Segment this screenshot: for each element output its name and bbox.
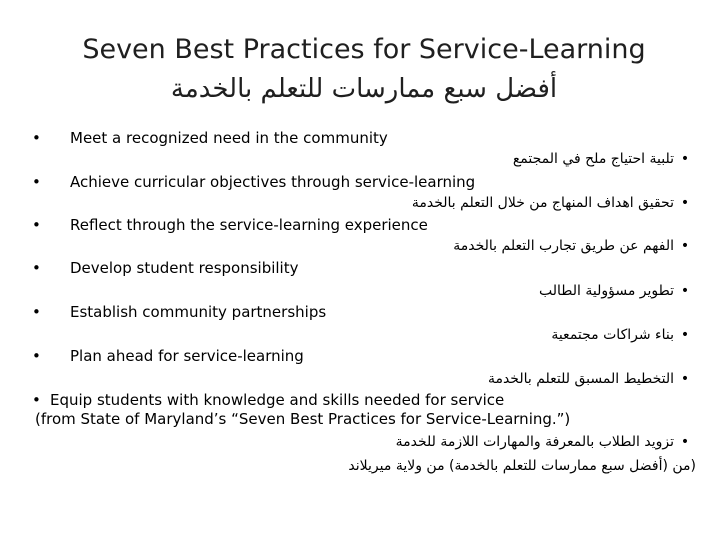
item-ar-5: •بناء شراكات مجتمعية [551, 327, 690, 343]
item-en-2: • Achieve curricular objectives through service-learning [32, 173, 476, 191]
item-ar-3: •الفهم عن طريق تجارب التعلم بالخدمة [453, 238, 690, 254]
item-en-5: • Establish community partnerships [32, 303, 327, 321]
item-en-7: • Equip students with knowledge and skills needed for service [32, 391, 505, 409]
item-ar-7: •تزويد الطلاب بالمعرفة والمهارات اللازمة للخدمة [395, 434, 690, 450]
item-ar-2: •تحقيق اهداف المنهاج من خلال التعلم بالخدمة [411, 195, 690, 211]
source-arabic: (من (أفضل سبع ممارسات للتعلم بالخدمة) من ولاية ميريلاند [348, 458, 696, 474]
title-arabic: أفضل سبع ممارسات للتعلم بالخدمة [170, 74, 558, 104]
title-english: Seven Best Practices for Service-Learning [82, 34, 646, 65]
item-en-3: • Reflect through the service-learning experience [32, 216, 428, 234]
item-ar-4: •تطوير مسؤولية الطالب [538, 283, 690, 299]
item-en-1: • Meet a recognized need in the community [32, 129, 388, 147]
item-en-6: • Plan ahead for service-learning [32, 347, 304, 365]
item-ar-6: •التخطيط المسبق للتعلم بالخدمة [487, 371, 690, 387]
source-english: (from State of Maryland’s “Seven Best Practices for Service-Learning.”) [35, 410, 571, 428]
item-en-4: • Develop student responsibility [32, 259, 299, 277]
item-ar-1: •تلبية احتياج ملح في المجتمع [512, 151, 690, 167]
